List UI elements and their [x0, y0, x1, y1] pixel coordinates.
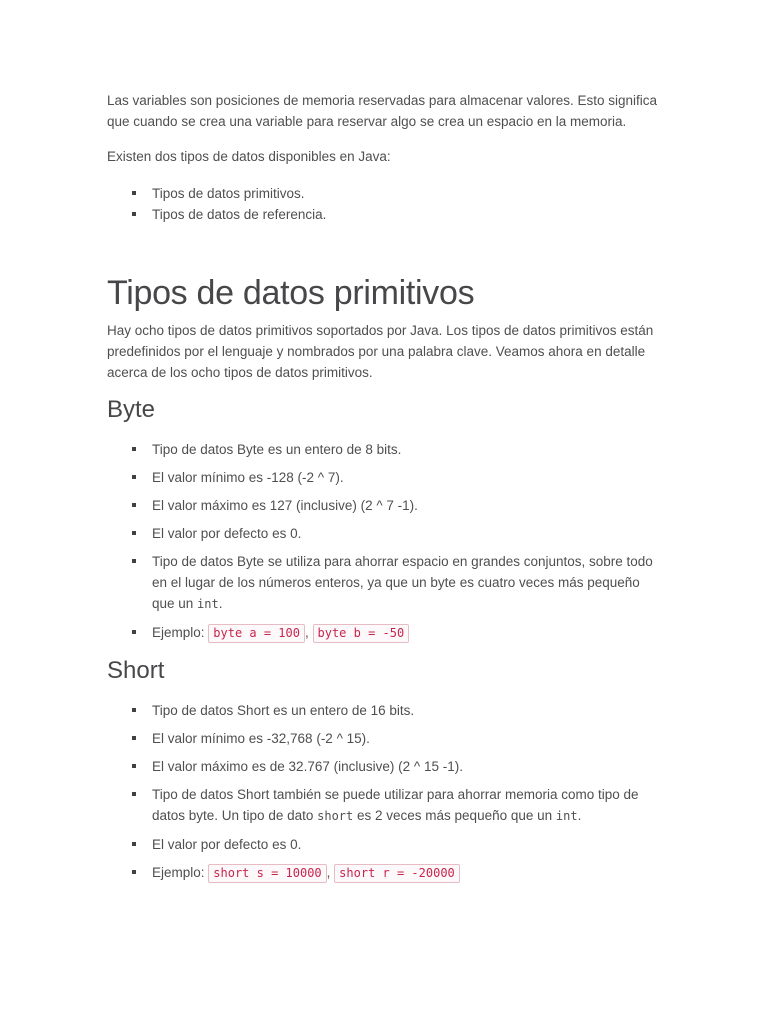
text-segment: es 2 veces más pequeño que un — [353, 808, 556, 823]
list-item — [107, 728, 663, 749]
data-types-list — [107, 183, 663, 225]
paragraph-two-types: Existen dos tipos de datos disponibles en Java: — [107, 149, 391, 164]
text-segment: Tipos de datos primitivos. — [152, 186, 305, 201]
text-segment: El valor por defecto es 0. — [152, 526, 302, 541]
text-segment: El valor mínimo es -128 (-2 ^ 7). — [152, 470, 344, 485]
list-item — [107, 862, 663, 884]
list-item — [107, 467, 663, 488]
text-segment: Ejemplo: — [152, 865, 209, 880]
text-segment: , — [326, 865, 335, 880]
list-item — [107, 834, 663, 855]
text-segment: El valor máximo es 127 (inclusive) (2 ^ 7 -1). — [152, 498, 418, 513]
text-segment: El valor mínimo es -32,768 (-2 ^ 15). — [152, 731, 370, 746]
list-item — [107, 439, 663, 460]
inline-code: byte b = -50 — [313, 624, 410, 643]
section-list-short — [107, 700, 663, 884]
text-segment: Tipo de datos Byte se utiliza para ahorrar espacio en grandes conjuntos, sobre todo en el lugar de los números enteros, ya que un byte es cuatro veces más pequeño que un — [152, 554, 653, 611]
document-content — [107, 90, 663, 898]
page-title: Tipos de datos primitivos — [107, 274, 475, 312]
paragraph-variables: Las variables son posiciones de memoria reservadas para almacenar valores. Esto significa que cuando se crea una variable para reservar algo se crea un espacio en la memoria. — [107, 93, 658, 129]
section-heading-short: Short — [107, 657, 165, 684]
text-segment: . — [577, 808, 582, 823]
text-segment: Tipo de datos Byte es un entero de 8 bits. — [152, 442, 402, 457]
section-list-byte — [107, 439, 663, 644]
list-item — [107, 622, 663, 644]
inline-code: short s = 10000 — [208, 864, 326, 883]
text-segment: Ejemplo: — [152, 625, 209, 640]
inline-code: short r = -20000 — [334, 864, 460, 883]
text-segment: , — [304, 625, 313, 640]
text-segment: Tipos de datos de referencia. — [152, 207, 327, 222]
list-item — [107, 495, 663, 516]
list-item — [107, 756, 663, 777]
list-item — [107, 551, 663, 615]
inline-code: byte a = 100 — [208, 624, 305, 643]
sections-container — [107, 397, 663, 884]
text-segment: Tipo de datos Short es un entero de 16 bits. — [152, 703, 415, 718]
inline-mono-keyword: int — [555, 809, 578, 823]
list-item — [107, 523, 663, 544]
list-item — [107, 700, 663, 721]
section-heading-byte: Byte — [107, 396, 156, 423]
text-segment: El valor máximo es de 32.767 (inclusive) (2 ^ 15 -1). — [152, 759, 463, 774]
list-item — [107, 183, 663, 204]
inline-mono-keyword: short — [317, 809, 354, 823]
paragraph-primitives-intro: Hay ocho tipos de datos primitivos soportados por Java. Los tipos de datos primitivos están predefinidos por el lenguaje y nombrados por una palabra clave. Veamos ahora en detalle acerca de los ocho tipos de datos primitivos. — [107, 323, 654, 380]
list-item — [107, 204, 663, 225]
text-segment: . — [218, 596, 223, 611]
inline-mono-keyword: int — [197, 597, 219, 611]
text-segment: Tipo de datos Short también se puede utilizar para ahorrar memoria como tipo de datos byte. Un tipo de dato — [152, 787, 639, 823]
list-item — [107, 784, 663, 827]
text-segment: El valor por defecto es 0. — [152, 837, 302, 852]
